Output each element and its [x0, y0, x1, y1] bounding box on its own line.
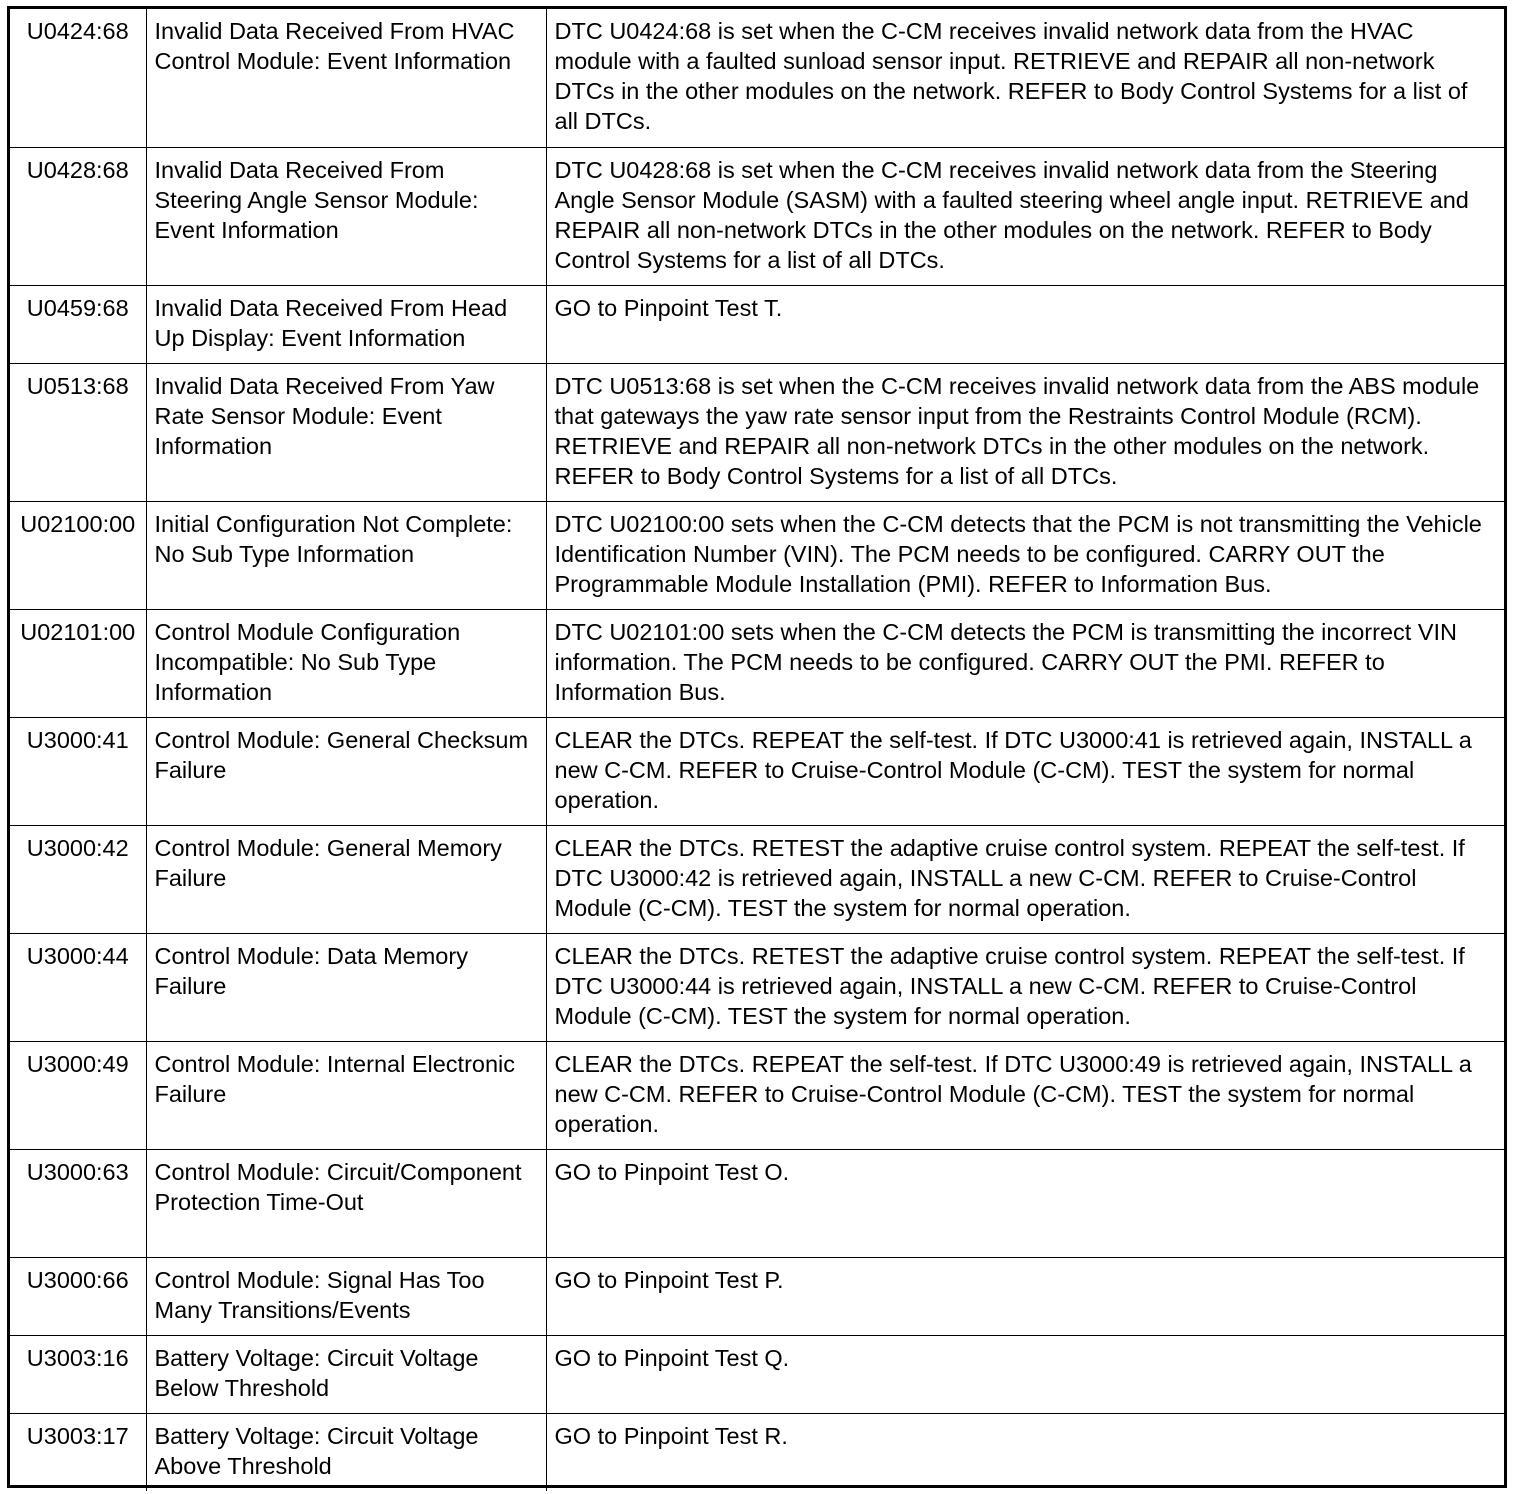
dtc-code: U0428:68 — [10, 147, 146, 285]
dtc-action: GO to Pinpoint Test Q. — [546, 1335, 1504, 1413]
dtc-action: DTC U0424:68 is set when the C-CM receives invalid network data from the HVAC module with a faulted sunload sensor input. RETRIEVE and REPAIR all non-network DTCs in the other modules on the network. REFER to Body Control Systems for a list of all DTCs. — [546, 9, 1504, 147]
dtc-description: Invalid Data Received From Yaw Rate Sensor Module: Event Information — [146, 363, 546, 501]
dtc-action: CLEAR the DTCs. RETEST the adaptive cruise control system. REPEAT the self-test. If DTC U3000:44 is retrieved again, INSTALL a new C-CM. REFER to Cruise-Control Module (C-CM). TEST the system for normal operation. — [546, 933, 1504, 1041]
dtc-action: DTC U0513:68 is set when the C-CM receives invalid network data from the ABS module that gateways the yaw rate sensor input from the Restraints Control Module (RCM). RETRIEVE and REPAIR all non-network DTCs in the other modules on the network. REFER to Body Control Systems for a list of all DTCs. — [546, 363, 1504, 501]
dtc-action: CLEAR the DTCs. REPEAT the self-test. If DTC U3000:49 is retrieved again, INSTALL a new C-CM. REFER to Cruise-Control Module (C-CM). TEST the system for normal operation. — [546, 1041, 1504, 1149]
dtc-description: Control Module: Data Memory Failure — [146, 933, 546, 1041]
dtc-code: U3003:17 — [10, 1413, 146, 1491]
dtc-code: U3000:42 — [10, 825, 146, 933]
dtc-description: Battery Voltage: Circuit Voltage Above Threshold — [146, 1413, 546, 1491]
dtc-description: Invalid Data Received From Steering Angle Sensor Module: Event Information — [146, 147, 546, 285]
table-row — [10, 1335, 1504, 1413]
dtc-action: DTC U02101:00 sets when the C-CM detects the PCM is transmitting the incorrect VIN information. The PCM needs to be configured. CARRY OUT the PMI. REFER to Information Bus. — [546, 609, 1504, 717]
dtc-table-page — [7, 6, 1507, 1488]
table-row — [10, 147, 1504, 285]
dtc-code: U0424:68 — [10, 9, 146, 147]
table-row — [10, 609, 1504, 717]
dtc-code: U02100:00 — [10, 501, 146, 609]
dtc-description: Invalid Data Received From Head Up Display: Event Information — [146, 285, 546, 363]
dtc-action: CLEAR the DTCs. RETEST the adaptive cruise control system. REPEAT the self-test. If DTC U3000:42 is retrieved again, INSTALL a new C-CM. REFER to Cruise-Control Module (C-CM). TEST the system for normal operation. — [546, 825, 1504, 933]
dtc-action: CLEAR the DTCs. REPEAT the self-test. If DTC U3000:41 is retrieved again, INSTALL a new C-CM. REFER to Cruise-Control Module (C-CM). TEST the system for normal operation. — [546, 717, 1504, 825]
dtc-code: U3000:49 — [10, 1041, 146, 1149]
dtc-code: U3003:16 — [10, 1335, 146, 1413]
dtc-description: Control Module: Internal Electronic Failure — [146, 1041, 546, 1149]
table-row — [10, 9, 1504, 147]
dtc-action: GO to Pinpoint Test T. — [546, 285, 1504, 363]
table-row — [10, 501, 1504, 609]
dtc-action: GO to Pinpoint Test R. — [546, 1413, 1504, 1491]
table-row — [10, 717, 1504, 825]
dtc-description: Control Module: Signal Has Too Many Transitions/Events — [146, 1257, 546, 1335]
dtc-code: U0459:68 — [10, 285, 146, 363]
dtc-code: U0513:68 — [10, 363, 146, 501]
dtc-code: U02101:00 — [10, 609, 146, 717]
dtc-table — [10, 9, 1504, 1491]
dtc-description: Initial Configuration Not Complete: No Sub Type Information — [146, 501, 546, 609]
table-row — [10, 1041, 1504, 1149]
table-row — [10, 1149, 1504, 1257]
dtc-description: Invalid Data Received From HVAC Control Module: Event Information — [146, 9, 546, 147]
dtc-code: U3000:66 — [10, 1257, 146, 1335]
table-row — [10, 285, 1504, 363]
dtc-action: DTC U0428:68 is set when the C-CM receives invalid network data from the Steering Angle Sensor Module (SASM) with a faulted steering wheel angle input. RETRIEVE and REPAIR all non-network DTCs in the other modules on the network. REFER to Body Control Systems for a list of all DTCs. — [546, 147, 1504, 285]
dtc-action: GO to Pinpoint Test O. — [546, 1149, 1504, 1257]
table-row — [10, 825, 1504, 933]
table-row — [10, 933, 1504, 1041]
dtc-action: GO to Pinpoint Test P. — [546, 1257, 1504, 1335]
dtc-description: Control Module: Circuit/Component Protection Time-Out — [146, 1149, 546, 1257]
table-row — [10, 363, 1504, 501]
dtc-description: Battery Voltage: Circuit Voltage Below Threshold — [146, 1335, 546, 1413]
table-row — [10, 1413, 1504, 1491]
dtc-code: U3000:41 — [10, 717, 146, 825]
dtc-description: Control Module Configuration Incompatible: No Sub Type Information — [146, 609, 546, 717]
dtc-action: DTC U02100:00 sets when the C-CM detects that the PCM is not transmitting the Vehicle Identification Number (VIN). The PCM needs to be configured. CARRY OUT the Programmable Module Installation (PMI). REFER to Information Bus. — [546, 501, 1504, 609]
table-row — [10, 1257, 1504, 1335]
dtc-description: Control Module: General Checksum Failure — [146, 717, 546, 825]
dtc-description: Control Module: General Memory Failure — [146, 825, 546, 933]
dtc-code: U3000:44 — [10, 933, 146, 1041]
dtc-code: U3000:63 — [10, 1149, 146, 1257]
